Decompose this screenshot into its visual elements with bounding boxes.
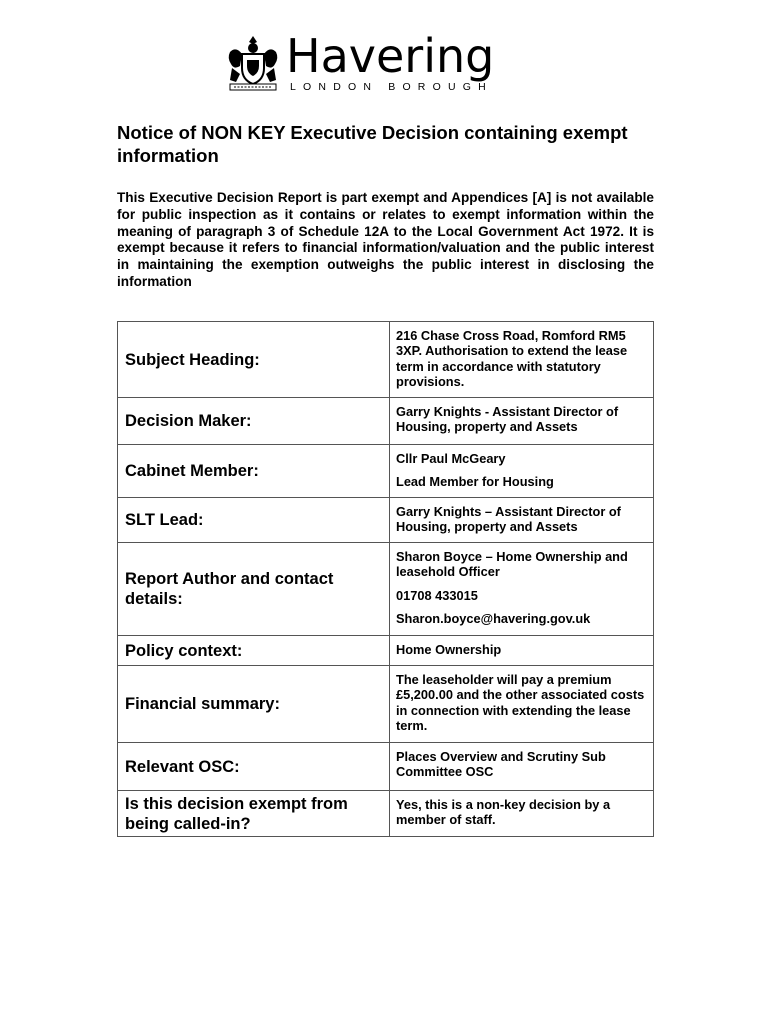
row-value-line: Home Ownership [396,642,502,657]
row-label: Cabinet Member: [118,445,390,498]
row-label: Subject Heading: [118,322,390,398]
row-value [390,666,654,743]
row-value-line: 216 Chase Cross Road, Romford RM5 3XP. Authorisation to extend the lease term in accordance with statutory provisions. [396,328,628,389]
row-label: Relevant OSC: [118,743,390,791]
table-row [118,445,654,498]
row-value-line: Lead Member for Housing [396,474,554,490]
row-value-line: Garry Knights - Assistant Director of Housing, property and Assets [396,404,619,435]
table-row [118,322,654,398]
row-value [390,543,654,636]
row-value-line: Garry Knights – Assistant Director of Housing, property and Assets [396,504,621,535]
row-value [390,322,654,398]
row-label: Policy context: [118,636,390,666]
row-value [390,398,654,445]
row-value-line: The leaseholder will pay a premium £5,200.00 and the other associated costs in connection with extending the lease term. [396,672,645,733]
row-value [390,498,654,543]
table-row [118,398,654,445]
row-value [390,445,654,498]
row-value-line: 01708 433015 [396,587,478,603]
row-label: Report Author and contact details: [118,543,390,636]
row-value-line: Sharon Boyce – Home Ownership and leasehold Officer [396,549,628,580]
row-value [390,636,654,666]
row-label: SLT Lead: [118,498,390,543]
table-row [118,636,654,666]
decision-details-table [117,321,654,837]
logo-wordmark: Havering [286,29,495,83]
row-value-line: Sharon.boyce@havering.gov.uk [396,610,591,626]
row-value-line: Places Overview and Scrutiny Sub Committee OSC [396,749,606,780]
row-label: Decision Maker: [118,398,390,445]
table-row [118,543,654,636]
page-title: Notice of NON KEY Executive Decision containing exempt information [117,122,628,166]
row-value [390,791,654,837]
table-row [118,498,654,543]
logo-subtitle: LONDON BOROUGH [290,81,493,93]
borough-crest-icon [226,34,280,94]
row-label: Is this decision exempt from being called-in? [118,791,390,837]
table-row [118,743,654,791]
havering-logo [226,29,516,96]
row-value [390,743,654,791]
row-label: Financial summary: [118,666,390,743]
row-value-line: Cllr Paul McGeary [396,451,506,466]
row-value-line: Yes, this is a non-key decision by a member of staff. [396,797,611,828]
table-row [118,666,654,743]
table-row [118,791,654,837]
exemption-notice: This Executive Decision Report is part exempt and Appendices [A] is not available for public inspection as it contains or relates to exempt information within the meaning of paragraph 3 of Schedule 12A to the Local Government Act 1972. It is exempt because it refers to financial information/valuation and the public interest in maintaining the exemption outweighs the public interest in disclosing the information [117,190,654,289]
